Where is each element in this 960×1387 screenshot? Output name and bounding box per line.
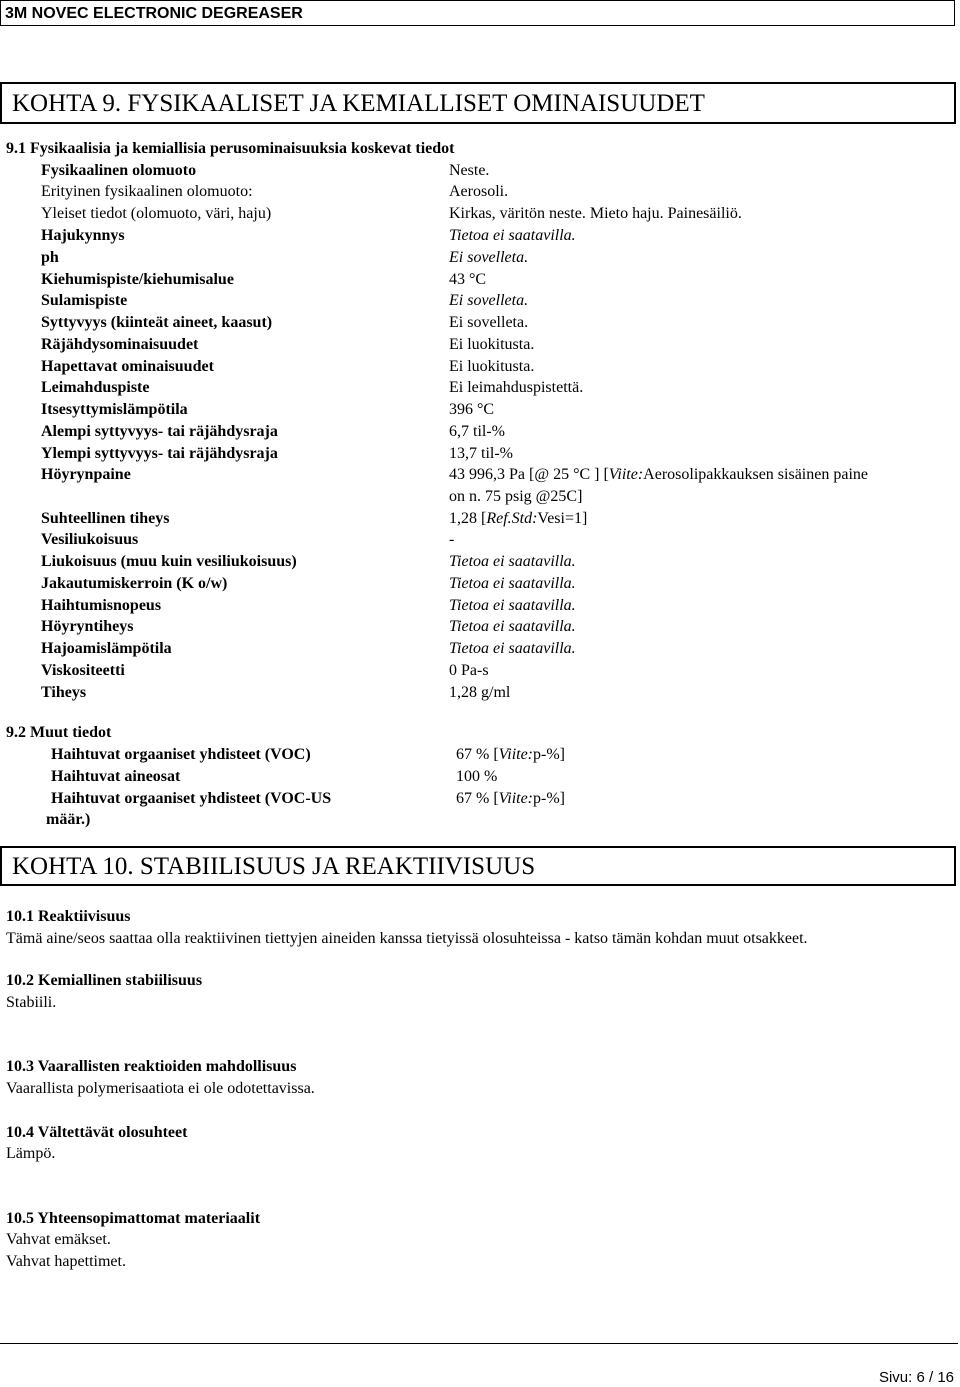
reactivity-text: Tämä aine/seos saattaa olla reaktiivinen tiettyjen aineiden kanssa tietyissä olosuhteissa - katso tämän kohdan muut otsakkeet. bbox=[6, 930, 808, 947]
voc-us-label: Haihtuvat orgaaniset yhdisteet (VOC-US bbox=[51, 790, 332, 807]
voc-value-part1: 67 % [ bbox=[456, 746, 499, 763]
voc-us-label-continued: määr.) bbox=[46, 811, 91, 828]
vapor-pressure-value bbox=[449, 465, 868, 484]
voc-note: Viite: bbox=[498, 746, 534, 763]
autoignition-label: Itsesyttymislämpötila bbox=[41, 401, 188, 418]
upper-explosive-limit-label: Ylempi syttyvyys- tai räjähdysraja bbox=[41, 445, 278, 462]
lower-explosive-limit-label: Alempi syttyvyys- tai räjähdysraja bbox=[41, 423, 278, 440]
page-number: Sivu: 6 / 16 bbox=[878, 1369, 954, 1386]
viscosity-label: Viskositeetti bbox=[41, 662, 125, 679]
subsection-10-5-title: 10.5 Yhteensopimattomat materiaalit bbox=[6, 1210, 261, 1227]
flash-point-value: Ei leimahduspistettä. bbox=[449, 379, 584, 396]
voc-us-value bbox=[456, 789, 565, 808]
subsection-10-1-title: 10.1 Reaktiivisuus bbox=[6, 908, 131, 925]
chemical-stability-text: Stabiili. bbox=[6, 994, 57, 1011]
relative-density-ref: Ref.Std: bbox=[486, 510, 538, 527]
water-solubility-label: Vesiliukoisuus bbox=[41, 531, 139, 548]
section-9-title: KOHTA 9. FYSIKAALISET JA KEMIALLISET OMINAISUUDET bbox=[12, 90, 705, 117]
relative-density-value bbox=[449, 509, 587, 528]
voc-label: Haihtuvat orgaaniset yhdisteet (VOC) bbox=[51, 746, 311, 763]
physical-state-label: Fysikaalinen olomuoto bbox=[41, 162, 197, 179]
boiling-point-label: Kiehumispiste/kiehumisalue bbox=[41, 271, 234, 288]
relative-density-label: Suhteellinen tiheys bbox=[41, 510, 170, 527]
water-solubility-value: - bbox=[449, 531, 455, 548]
vapor-pressure-label: Höyrynpaine bbox=[41, 466, 131, 483]
flammability-label: Syttyvyys (kiinteät aineet, kaasut) bbox=[41, 314, 273, 331]
incompatible-materials-text-2: Vahvat hapettimet. bbox=[6, 1253, 126, 1270]
voc-us-note: Viite: bbox=[498, 790, 534, 807]
section-10-header bbox=[0, 846, 956, 886]
autoignition-value: 396 °C bbox=[449, 401, 495, 418]
vapor-density-label: Höyryntiheys bbox=[41, 618, 134, 635]
incompatible-materials-text-1: Vahvat emäkset. bbox=[6, 1231, 111, 1248]
volatile-label: Haihtuvat aineosat bbox=[51, 768, 181, 785]
density-value: 1,28 g/ml bbox=[449, 684, 511, 701]
general-info-label: Yleiset tiedot (olomuoto, väri, haju) bbox=[41, 205, 272, 222]
conditions-to-avoid-text: Lämpö. bbox=[6, 1145, 56, 1162]
density-label: Tiheys bbox=[41, 684, 87, 701]
vapor-pressure-note: Viite: bbox=[608, 466, 644, 483]
explosive-properties-label: Räjähdysominaisuudet bbox=[41, 336, 199, 353]
melting-point-value: Ei sovelleta. bbox=[449, 292, 529, 309]
specific-state-label: Erityinen fysikaalinen olomuoto: bbox=[41, 183, 253, 200]
footer-divider bbox=[0, 1343, 958, 1344]
volatile-value: 100 % bbox=[456, 768, 498, 785]
flammability-value: Ei sovelleta. bbox=[449, 314, 529, 331]
relative-density-value-part2: Vesi=1] bbox=[537, 510, 588, 527]
relative-density-value-part1: 1,28 [ bbox=[449, 510, 487, 527]
oxidizing-properties-value: Ei luokitusta. bbox=[449, 358, 535, 375]
evaporation-rate-label: Haihtumisnopeus bbox=[41, 597, 162, 614]
flash-point-label: Leimahduspiste bbox=[41, 379, 150, 396]
hazardous-reactions-text: Vaarallista polymerisaatiota ei ole odotettavissa. bbox=[6, 1080, 315, 1097]
document-header bbox=[0, 0, 955, 26]
explosive-properties-value: Ei luokitusta. bbox=[449, 336, 535, 353]
vapor-density-value: Tietoa ei saatavilla. bbox=[449, 618, 576, 635]
section-10-title: KOHTA 10. STABIILISUUS JA REAKTIIVISUUS bbox=[12, 853, 536, 880]
subsection-10-3-title: 10.3 Vaarallisten reaktioiden mahdollisuus bbox=[6, 1058, 297, 1075]
odor-threshold-label: Hajukynnys bbox=[41, 227, 125, 244]
decomposition-temperature-value: Tietoa ei saatavilla. bbox=[449, 640, 576, 657]
subsection-9-2-title: 9.2 Muut tiedot bbox=[6, 724, 112, 741]
product-name: 3M NOVEC ELECTRONIC DEGREASER bbox=[5, 5, 303, 22]
subsection-10-2-title: 10.2 Kemiallinen stabiilisuus bbox=[6, 972, 203, 989]
solubility-other-value: Tietoa ei saatavilla. bbox=[449, 553, 576, 570]
solubility-other-label: Liukoisuus (muu kuin vesiliukoisuus) bbox=[41, 553, 297, 570]
voc-value-part2: p-%] bbox=[533, 746, 565, 763]
physical-state-value: Neste. bbox=[449, 162, 490, 179]
subsection-10-4-title: 10.4 Vältettävät olosuhteet bbox=[6, 1124, 188, 1141]
vapor-pressure-value-continued: on n. 75 psig @25C] bbox=[449, 488, 583, 505]
vapor-pressure-value-part1: 43 996,3 Pa [@ 25 °C ] [ bbox=[449, 466, 609, 483]
subsection-9-1-title: 9.1 Fysikaalisia ja kemiallisia perusominaisuuksia koskevat tiedot bbox=[6, 140, 455, 157]
ph-label: ph bbox=[41, 249, 59, 266]
odor-threshold-value: Tietoa ei saatavilla. bbox=[449, 227, 576, 244]
melting-point-label: Sulamispiste bbox=[41, 292, 128, 309]
boiling-point-value: 43 °C bbox=[449, 271, 487, 288]
decomposition-temperature-label: Hajoamislämpötila bbox=[41, 640, 172, 657]
section-9-header bbox=[0, 82, 956, 124]
upper-explosive-limit-value: 13,7 til-% bbox=[449, 445, 513, 462]
partition-coefficient-label: Jakautumiskerroin (K o/w) bbox=[41, 575, 228, 592]
voc-us-value-part1: 67 % [ bbox=[456, 790, 499, 807]
specific-state-value: Aerosoli. bbox=[449, 183, 509, 200]
voc-us-value-part2: p-%] bbox=[533, 790, 565, 807]
voc-value bbox=[456, 745, 565, 764]
ph-value: Ei sovelleta. bbox=[449, 249, 529, 266]
vapor-pressure-value-part2: Aerosolipakkauksen sisäinen paine bbox=[643, 466, 868, 483]
viscosity-value: 0 Pa-s bbox=[449, 662, 489, 679]
evaporation-rate-value: Tietoa ei saatavilla. bbox=[449, 597, 576, 614]
general-info-value: Kirkas, väritön neste. Mieto haju. Painesäiliö. bbox=[449, 205, 742, 222]
oxidizing-properties-label: Hapettavat ominaisuudet bbox=[41, 358, 214, 375]
partition-coefficient-value: Tietoa ei saatavilla. bbox=[449, 575, 576, 592]
lower-explosive-limit-value: 6,7 til-% bbox=[449, 423, 505, 440]
